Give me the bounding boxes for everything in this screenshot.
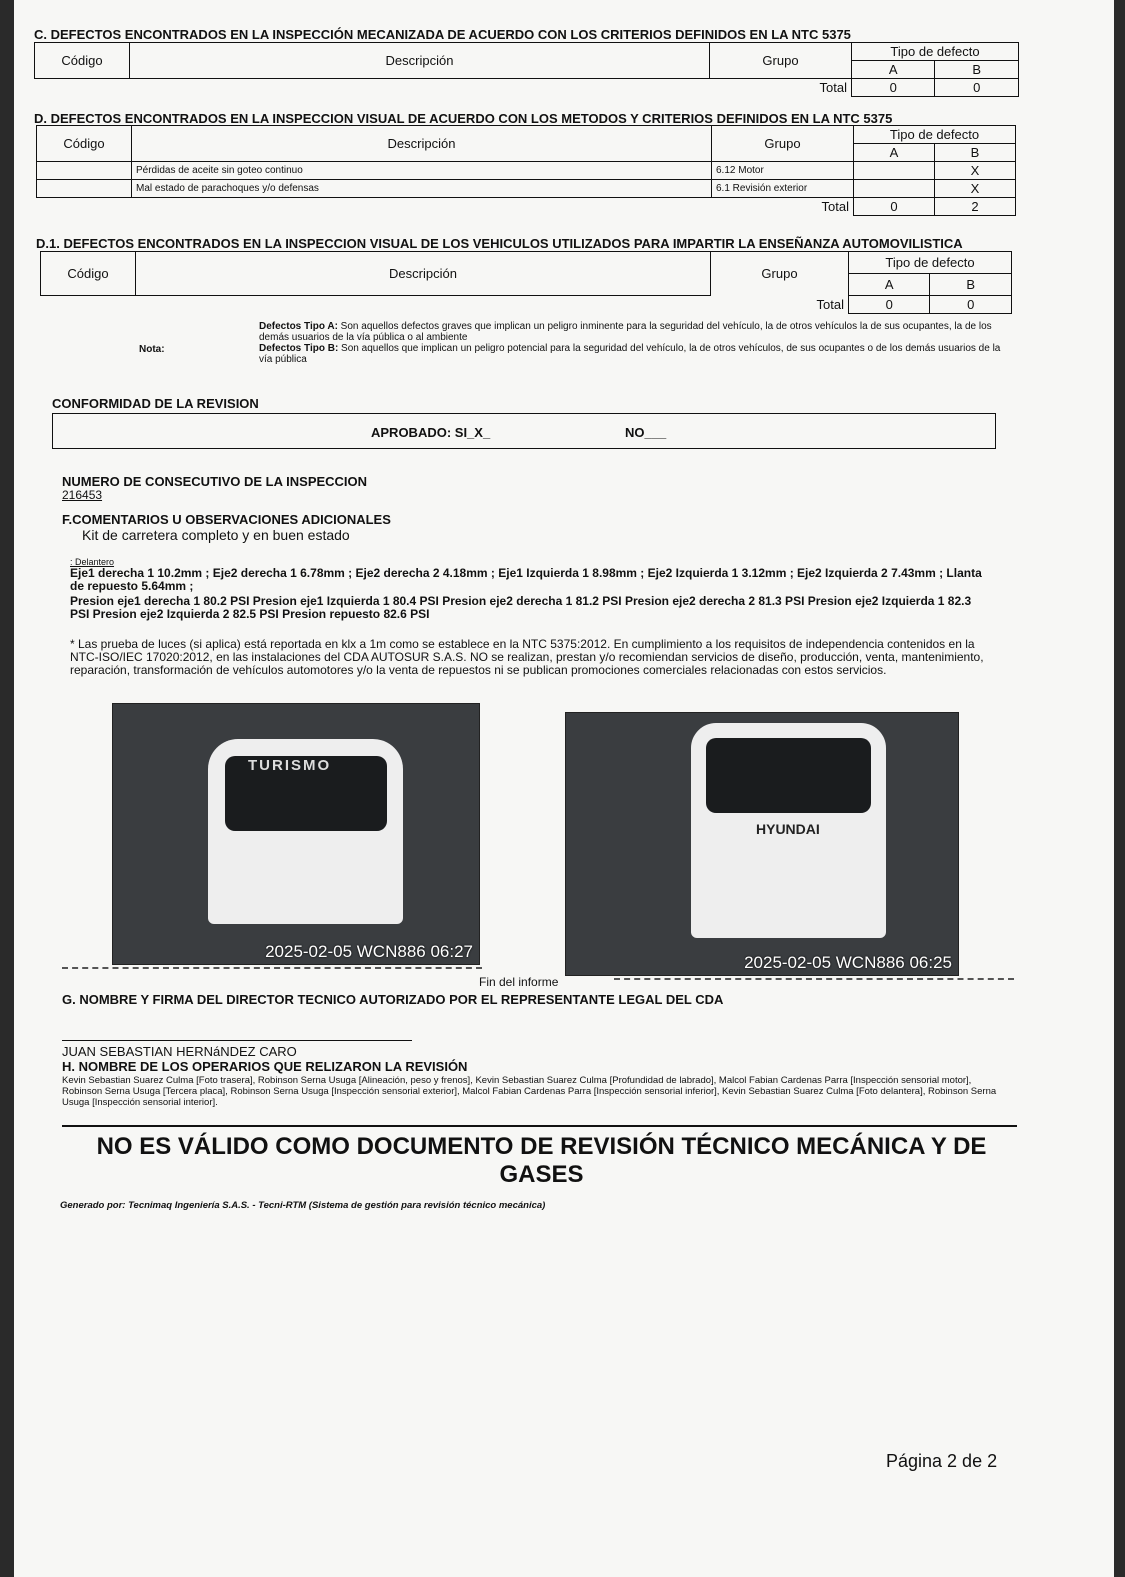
total-label: Total — [37, 198, 854, 216]
header-group: Grupo — [711, 252, 849, 296]
comments-title: F.COMENTARIOS U OBSERVACIONES ADICIONALES — [62, 512, 391, 527]
rear-photo — [565, 712, 959, 976]
type-a-text: Son aquellos defectos graves que implican un peligro inminente para la seguridad del vehículo, la de otros vehículos la de sus ocupantes, la de los demás usuarios de la vía pública o al ambiente — [259, 321, 992, 343]
row-a — [854, 162, 935, 180]
row-b: X — [934, 162, 1015, 180]
row-group: 6.1 Revisión exterior — [712, 180, 854, 198]
operators-list: Kevin Sebastian Suarez Culma [Foto trasera], Robinson Serna Usuga [Alineación, peso y frenos], Kevin Sebastian Suarez Culma [Profundidad de labrado], Malcol Fabian Cardenas Parra [Inspección sensorial motor], Robinson Serna Usuga [Tercera placa], Robinson Serna Usuga [Inspección sensorial exterior], Malcol Fabian Cardenas Parra [Inspección sensorial inferior], Kevin Sebastian Suarez Culma [Foto delantera], Robinson Serna Usuga [Inspección sensorial interior]. — [62, 1075, 997, 1108]
document-page — [14, 0, 1114, 1577]
row-group: 6.12 Motor — [712, 162, 854, 180]
consecutive-title: NUMERO DE CONSECUTIVO DE LA INSPECCION — [62, 474, 368, 489]
header-group: Grupo — [712, 126, 854, 162]
header-b: B — [934, 144, 1015, 162]
table-row — [37, 162, 1016, 180]
tires-heading: : Delantero — [70, 557, 115, 567]
row-desc: Mal estado de parachoques y/o defensas — [132, 180, 712, 198]
director-name: JUAN SEBASTIAN HERNáNDEZ CARO — [62, 1044, 297, 1059]
approved-yes: APROBADO: SI_X_ — [371, 425, 491, 440]
total-label: Total — [41, 296, 849, 314]
divider — [614, 978, 1014, 980]
section-d-table — [36, 125, 1016, 216]
total-b: 0 — [935, 79, 1019, 97]
note-label: Nota: — [139, 344, 165, 355]
header-type: Tipo de defecto — [852, 43, 1019, 61]
row-b: X — [934, 180, 1015, 198]
front-photo — [112, 703, 480, 965]
header-a: A — [852, 61, 935, 79]
photo-timestamp: 2025-02-05 WCN886 06:27 — [265, 942, 473, 961]
section-d1-title: D.1. DEFECTOS ENCONTRADOS EN LA INSPECCION VISUAL DE LOS VEHICULOS UTILIZADOS PARA IMPARTIR LA ENSEÑANZA AUTOMOVILISTICA — [36, 236, 963, 251]
page-number: Página 2 de 2 — [886, 1451, 998, 1471]
tread-depths: Eje1 derecha 1 10.2mm ; Eje2 derecha 1 6.78mm ; Eje2 derecha 2 4.18mm ; Eje1 Izquierda 1 8.98mm ; Eje2 Izquierda 1 3.12mm ; Eje2 Izquierda 2 7.43mm ; Llanta de repuesto 5.64mm ; — [70, 566, 982, 593]
total-b: 0 — [930, 296, 1012, 314]
stamp-signature — [92, 970, 297, 1056]
consecutive-value: 216453 — [62, 488, 103, 502]
disclaimer: * Las prueba de luces (si aplica) está reportada en klx a 1m como se establece en la NTC 5375:2012. En cumplimiento a los requisitos de independencia contenidos en la NTC-ISO/IEC 17020:2012, en las instalaciones del CDA AUTOSUR S.A.S. NO se realizan, prestan y/o recomiendan servicios de diseño, producción, venta, mantenimiento, reparación, transformación de vehículos automotores y/o la venta de repuestos ni se publican promociones comerciales relacionadas con estos servicios. — [70, 637, 984, 677]
signature-line — [62, 1040, 412, 1041]
header-code: Código — [35, 43, 130, 79]
generated-by: Generado por: Tecnimaq Ingeniería S.A.S. - Tecni-RTM (Sistema de gestión para revisión técnico mecánica) — [60, 1200, 546, 1211]
header-group: Grupo — [710, 43, 852, 79]
type-b-text: Son aquellos que implican un peligro potencial para la seguridad del vehículo, la de otros vehículos, de sus ocupantes o de los demás usuarios de la vía pública — [259, 343, 1001, 365]
total-a: 0 — [849, 296, 930, 314]
section-g-title: G. NOMBRE Y FIRMA DEL DIRECTOR TECNICO AUTORIZADO POR EL REPRESENTANTE LEGAL DEL CDA — [62, 992, 724, 1007]
header-b: B — [930, 274, 1012, 296]
divider — [62, 967, 482, 969]
header-type: Tipo de defecto — [849, 252, 1012, 274]
comments-text: Kit de carretera completo y en buen estado — [82, 527, 350, 543]
header-desc: Descripción — [136, 252, 711, 296]
section-c-title: C. DEFECTOS ENCONTRADOS EN LA INSPECCIÓN MECANIZADA DE ACUERDO CON LOS CRITERIOS DEFINIDOS EN LA NTC 5375 — [34, 27, 851, 42]
section-h-title: H. NOMBRE DE LOS OPERARIOS QUE RELIZARON LA REVISIÓN — [62, 1059, 468, 1074]
total-a: 0 — [854, 198, 935, 216]
approved-no: NO___ — [625, 425, 667, 440]
tires-block — [70, 557, 990, 621]
tire-pressures: Presion eje1 derecha 1 80.2 PSI Presion eje1 Izquierda 1 80.4 PSI Presion eje2 derecha 1 81.2 PSI Presion eje2 derecha 2 81.3 PSI Presion eje2 Izquierda 1 82.3 PSI Presion eje2 Izquierda 2 82.5 PSI Presion repuesto 82.6 PSI — [70, 594, 972, 621]
total-b: 2 — [934, 198, 1015, 216]
section-d-title: D. DEFECTOS ENCONTRADOS EN LA INSPECCION VISUAL DE ACUERDO CON LOS METODOS Y CRITERIOS DEFINIDOS EN LA NTC 5375 — [34, 111, 893, 126]
total-a: 0 — [852, 79, 935, 97]
bus-label: TURISMO — [248, 757, 332, 774]
row-desc: Pérdidas de aceite sin goteo continuo — [132, 162, 712, 180]
type-a-title: Defectos Tipo A: — [259, 321, 338, 332]
header-a: A — [849, 274, 930, 296]
header-type: Tipo de defecto — [854, 126, 1016, 144]
conformity-box — [52, 413, 996, 449]
header-desc: Descripción — [132, 126, 712, 162]
header-code: Código — [37, 126, 132, 162]
rear-window — [706, 738, 871, 813]
row-a — [854, 180, 935, 198]
total-label: Total — [35, 79, 852, 97]
type-b-title: Defectos Tipo B: — [259, 343, 339, 354]
header-b: B — [935, 61, 1019, 79]
header-code: Código — [41, 252, 136, 296]
invalid-warning: NO ES VÁLIDO COMO DOCUMENTO DE REVISIÓN TÉCNICO MECÁNICA Y DE GASES — [96, 1133, 987, 1188]
table-row — [37, 180, 1016, 198]
header-desc: Descripción — [130, 43, 710, 79]
conformity-title: CONFORMIDAD DE LA REVISION — [52, 396, 259, 411]
note-text — [259, 321, 1009, 365]
header-a: A — [854, 144, 935, 162]
end-of-report: Fin del informe — [479, 975, 559, 989]
photo-timestamp: 2025-02-05 WCN886 06:25 — [744, 953, 952, 972]
section-c-table — [34, 42, 1019, 97]
section-d1-table — [40, 251, 1012, 314]
bus-label: HYUNDAI — [756, 821, 820, 837]
divider — [62, 1125, 1017, 1127]
